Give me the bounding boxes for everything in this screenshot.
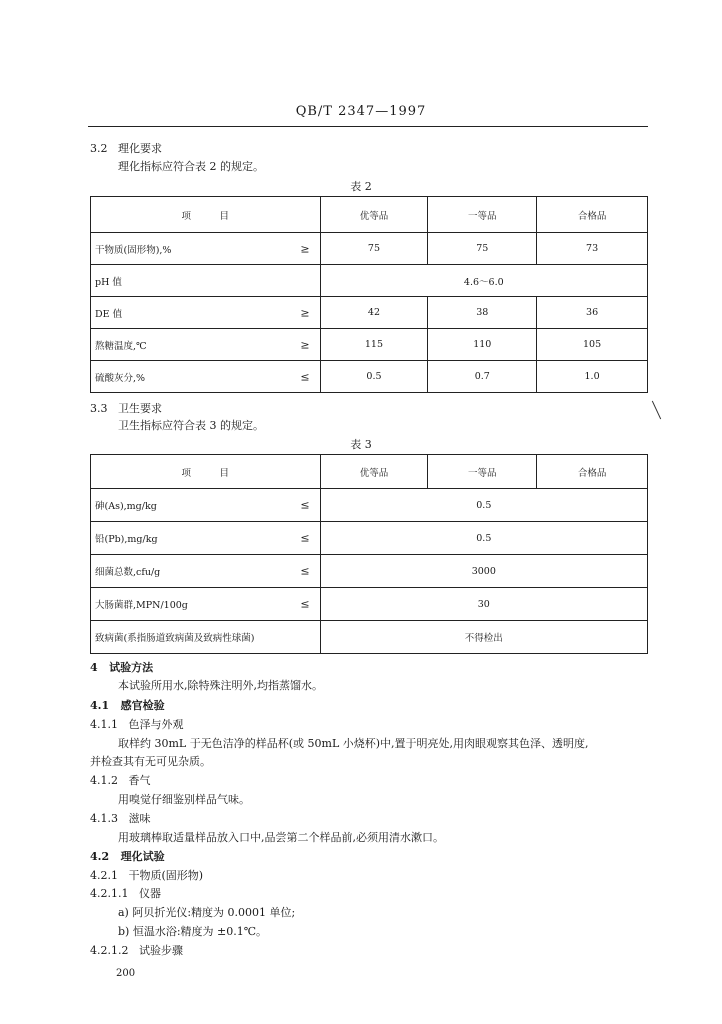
section-title: 感官检验 <box>120 699 165 712</box>
table-header-row <box>91 197 648 233</box>
value-cell: 105 <box>537 329 648 361</box>
merged-value-cell: 30 <box>320 588 647 621</box>
merged-value-cell: 不得检出 <box>320 621 647 654</box>
comparison-symbol: ≥ <box>300 338 310 351</box>
table-header-row <box>91 455 648 489</box>
column-header: 一等品 <box>428 197 537 233</box>
header-rule <box>88 126 648 127</box>
item-cell <box>91 588 321 621</box>
value-cell: 1.0 <box>537 361 648 393</box>
section-title: 干物质(固形物) <box>128 869 204 882</box>
value-cell: 38 <box>428 297 537 329</box>
column-header: 优等品 <box>320 197 428 233</box>
value-cell: 36 <box>537 297 648 329</box>
value-cell: 42 <box>320 297 428 329</box>
item-label: 砷(As),mg/kg <box>95 501 157 512</box>
comparison-symbol: ≤ <box>300 564 310 578</box>
comparison-symbol: ≥ <box>300 306 310 319</box>
paragraph-line: 用嗅觉仔细鉴别样品气味。 <box>118 793 250 806</box>
comparison-symbol: ≤ <box>300 531 310 545</box>
column-header: 一等品 <box>428 455 537 489</box>
section-number: 4.1.3 <box>90 812 118 825</box>
table-3-caption: 表 3 <box>350 438 372 451</box>
table-row <box>91 555 648 588</box>
table-row <box>91 522 648 555</box>
column-header: 优等品 <box>320 455 428 489</box>
section-number: 3.3 <box>90 402 108 415</box>
comparison-symbol: ≤ <box>300 498 310 512</box>
section-3-3-heading <box>90 400 162 416</box>
section-title: 试验方法 <box>109 661 154 674</box>
section-4-2-1-2-heading <box>90 942 183 958</box>
paragraph-line: 取样约 30mL 于无色洁净的样品杯(或 50mL 小烧杯)中,置于明亮处,用肉眼观察其色泽、透明度, <box>118 737 589 750</box>
value-cell: 0.7 <box>428 361 537 393</box>
section-4-heading <box>90 659 153 675</box>
section-number: 4.1 <box>90 699 110 712</box>
table-row <box>91 621 648 654</box>
item-cell <box>91 555 321 588</box>
scan-mark <box>652 401 661 420</box>
section-4-1-heading <box>90 697 165 713</box>
column-header: 项 目 <box>91 455 321 489</box>
merged-value-cell: 0.5 <box>320 522 647 555</box>
table-row <box>91 588 648 621</box>
section-number: 4.2.1 <box>90 869 118 882</box>
column-header: 项 目 <box>91 197 321 233</box>
section-title: 香气 <box>128 774 151 787</box>
item-cell <box>91 522 321 555</box>
item-label: DE 值 <box>95 308 123 320</box>
table-row <box>91 329 648 361</box>
column-header: 合格品 <box>537 455 648 489</box>
list-item: b) 恒温水浴:精度为 ±0.1℃。 <box>118 925 268 938</box>
paragraph-line: 并检查其有无可见杂质。 <box>90 755 211 768</box>
table-row <box>91 361 648 393</box>
item-label: 致病菌(系指肠道致病菌及致病性球菌) <box>95 633 255 644</box>
section-title: 卫生要求 <box>118 402 162 415</box>
section-title: 仪器 <box>138 887 161 900</box>
merged-value-cell: 4.6～6.0 <box>320 265 647 297</box>
section-number: 4.2.1.1 <box>90 887 129 900</box>
item-cell <box>91 489 321 522</box>
value-cell: 75 <box>320 233 428 265</box>
section-title: 理化试验 <box>120 850 165 863</box>
item-label: 细菌总数,cfu/g <box>95 567 161 578</box>
section-title: 试验步骤 <box>138 944 183 957</box>
list-item: a) 阿贝折光仪:精度为 0.0001 单位; <box>118 906 296 919</box>
merged-value-cell: 0.5 <box>320 489 647 522</box>
section-number: 4.2.1.2 <box>90 944 129 957</box>
standard-code-header: QB/T 2347—1997 <box>295 104 427 119</box>
comparison-symbol: ≤ <box>300 370 310 383</box>
merged-value-cell: 3000 <box>320 555 647 588</box>
item-label: 熬糖温度,℃ <box>95 340 147 352</box>
section-4-1-1-heading <box>90 716 184 732</box>
section-number: 4.1.1 <box>90 718 118 731</box>
section-title: 滋味 <box>128 812 151 825</box>
comparison-symbol: ≤ <box>300 597 310 611</box>
paragraph-line: 用玻璃棒取适量样品放入口中,品尝第二个样品前,必须用清水漱口。 <box>118 831 444 844</box>
item-label: 硫酸灰分,% <box>95 372 146 384</box>
value-cell: 110 <box>428 329 537 361</box>
section-4-intro: 本试验所用水,除特殊注明外,均指蒸馏水。 <box>118 679 323 692</box>
item-label: pH 值 <box>95 276 122 288</box>
table-row <box>91 265 648 297</box>
table-2-caption: 表 2 <box>350 180 372 193</box>
value-cell: 73 <box>537 233 648 265</box>
section-4-1-2-heading <box>90 772 151 788</box>
section-title: 色泽与外观 <box>128 718 184 731</box>
value-cell: 0.5 <box>320 361 428 393</box>
item-cell <box>91 329 321 361</box>
item-label: 大肠菌群,MPN/100g <box>95 600 188 611</box>
item-cell <box>91 297 321 329</box>
value-cell: 115 <box>320 329 428 361</box>
section-3-2-heading <box>90 140 162 156</box>
section-4-2-heading <box>90 848 165 864</box>
section-3-3-intro: 卫生指标应符合表 3 的规定。 <box>118 419 264 432</box>
column-header: 合格品 <box>537 197 648 233</box>
section-number: 3.2 <box>90 142 108 155</box>
value-cell: 75 <box>428 233 537 265</box>
comparison-symbol: ≥ <box>300 242 310 255</box>
table-3 <box>90 454 648 654</box>
section-number: 4.2 <box>90 850 110 863</box>
section-4-2-1-1-heading <box>90 885 161 901</box>
table-2 <box>90 196 648 393</box>
item-cell <box>91 361 321 393</box>
table-row <box>91 233 648 265</box>
section-4-2-1-heading <box>90 867 203 883</box>
section-number: 4.1.2 <box>90 774 118 787</box>
item-label: 干物质(固形物),% <box>95 244 172 256</box>
section-number: 4 <box>90 661 98 674</box>
section-4-1-3-heading <box>90 810 151 826</box>
table-row <box>91 489 648 522</box>
item-cell <box>91 265 321 297</box>
item-label: 铅(Pb),mg/kg <box>95 534 158 545</box>
item-cell <box>91 621 321 654</box>
table-row <box>91 297 648 329</box>
section-title: 理化要求 <box>118 142 162 155</box>
item-cell <box>91 233 321 265</box>
section-3-2-intro: 理化指标应符合表 2 的规定。 <box>118 160 264 173</box>
page-number: 200 <box>116 968 136 979</box>
